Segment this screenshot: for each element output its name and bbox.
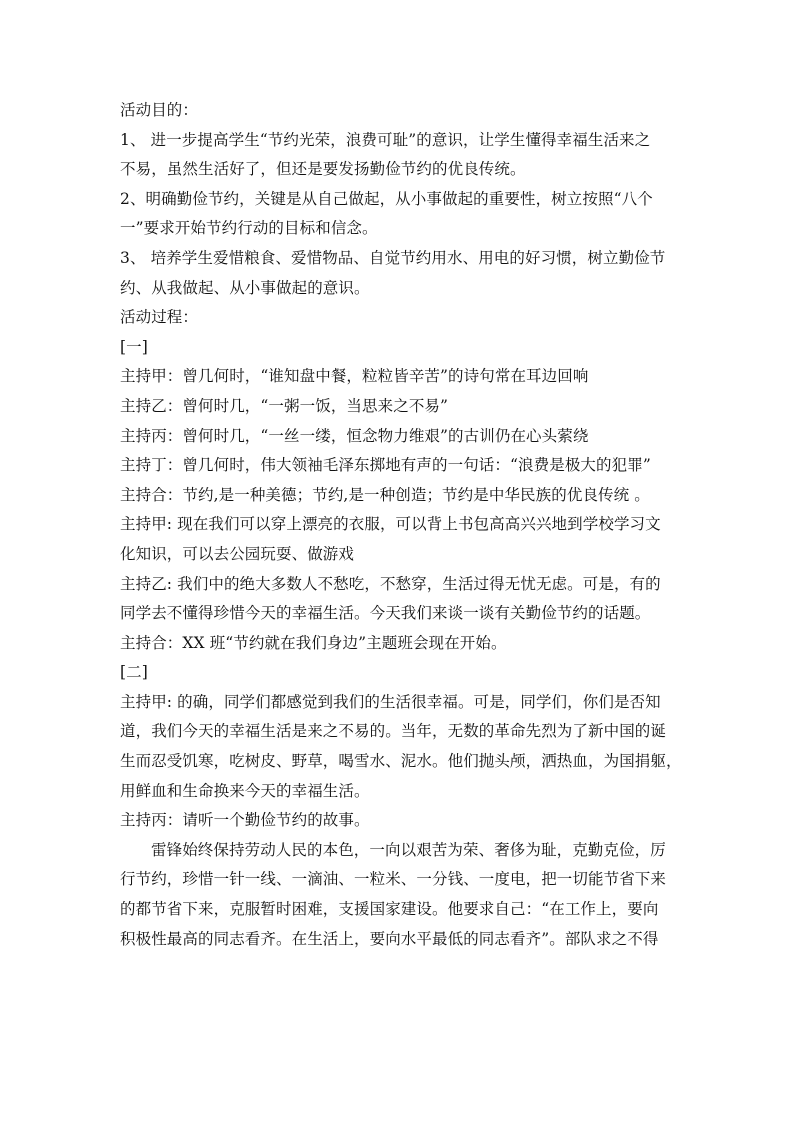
text-line: 主持甲: 的确，同学们都感觉到我们的生活很幸福。可是，同学们，你们是否知 [120,692,661,711]
text-line: 不易，虽然生活好了，但还是要发扬勤俭节约的优良传统。 [120,160,526,179]
section-heading-process: 活动过程： [120,308,199,327]
text-line: 用鲜血和生命换来今天的幸福生活。 [120,781,370,800]
document-page [120,96,682,954]
text-line: 主持丙：请听一个勤俭节约的故事。 [120,811,370,830]
text-line: 主持合：XX 班“节约就在我们身边”主题班会现在开始。 [120,633,507,652]
text-line: 2、明确勤俭节约，关键是从自己做起，从小事做起的重要性，树立按照“八个 [120,189,653,208]
text-line: 道，我们今天的幸福生活是来之不易的。当年，无数的革命先烈为了新中国的诞 [120,722,667,741]
part-marker: [二] [120,663,148,682]
text-line: 同学去不懂得珍惜今天的幸福生活。今天我们来谈一谈有关勤俭节约的话题。 [120,604,651,623]
text-line: 主持乙: 我们中的绝大多数人不愁吃，不愁穿，生活过得无忧无虑。可是，有的 [120,574,661,593]
text-line: 化知识，可以去公园玩耍、做游戏 [120,544,355,563]
text-line: 行节约，珍惜一针一线、一滴油、一粒米、一分钱、一度电，把一切能节省下来 [120,870,667,889]
text-line: 主持乙：曾何时几，“一粥一饭，当思来之不易” [120,396,449,415]
text-line: 3、 培养学生爱惜粮食、爱惜物品、自觉节约用水、用电的好习惯，树立勤俭节 [120,248,666,267]
text-line: 一”要求开始节约行动的目标和信念。 [120,219,378,238]
text-line: 主持甲：曾几何时，“谁知盘中餐，粒粒皆辛苦”的诗句常在耳边回响 [120,367,589,386]
text-line: 主持丁：曾几何时，伟大领袖毛泽东掷地有声的一句话：“浪费是极大的犯罪” [120,456,651,475]
text-line: 主持丙：曾何时几，“一丝一缕，恒念物力维艰”的古训仍在心头萦绕 [120,426,589,445]
section-heading-purpose: 活动目的： [120,101,199,119]
text-line: 的都节省下来，克服暂时困难，支援国家建设。他要求自己：“在工作上，要向 [120,900,659,919]
story-paragraph-start: 雷锋始终保持劳动人民的本色，一向以艰苦为荣、奢侈为耻，克勤克俭，厉 [151,840,666,859]
text-line: 主持合：节约,是一种美德；节约,是一种创造；节约是中华民族的优良传统 。 [120,485,650,504]
text-line: 约、从我做起、从小事做起的意识。 [120,278,370,297]
text-line: 1、 进一步提高学生“节约光荣，浪费可耻”的意识，让学生懂得幸福生活来之 [120,130,651,149]
text-line: 生而忍受饥寒，吃树皮、野草，喝雪水、泥水。他们抛头颅，洒热血，为国捐躯， [120,752,682,771]
text-line: 积极性最高的同志看齐。在生活上，要向水平最低的同志看齐”。部队求之不得 [120,929,659,948]
text-line: 主持甲: 现在我们可以穿上漂亮的衣服，可以背上书包高高兴兴地到学校学习文 [120,515,661,534]
part-marker: [一] [120,337,148,356]
